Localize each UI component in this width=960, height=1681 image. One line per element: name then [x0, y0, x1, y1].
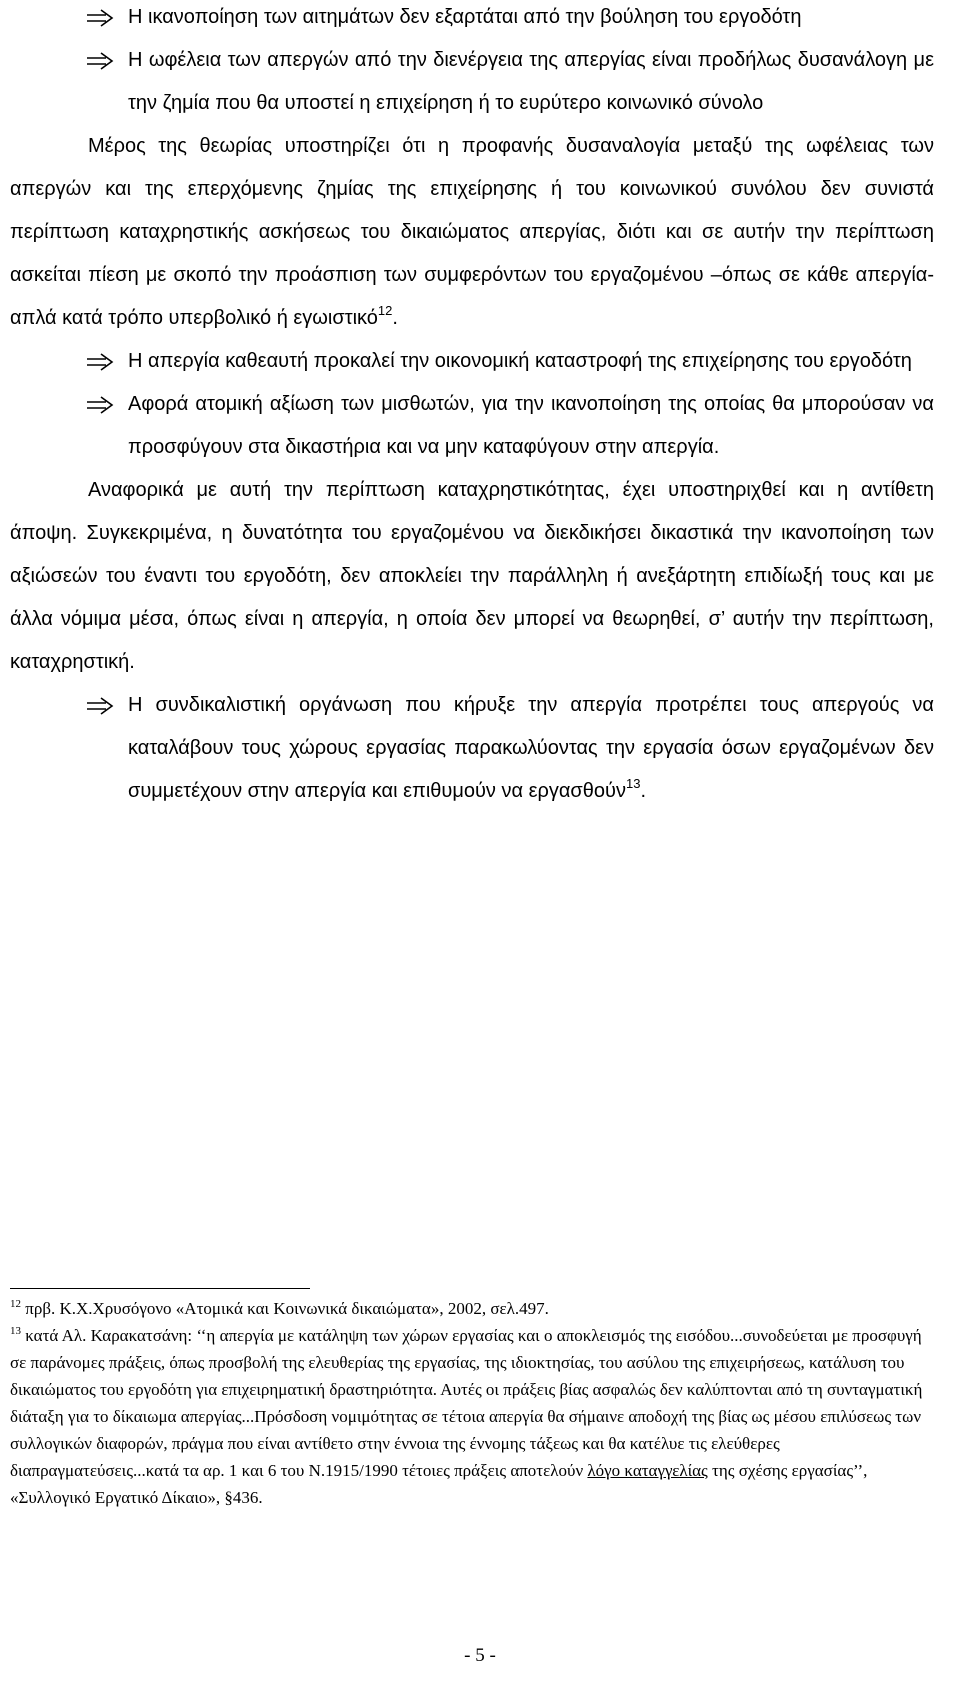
footnote-ref: 13 — [625, 776, 641, 791]
document-page — [10, 0, 934, 1507]
footnotes — [10, 1295, 934, 1511]
paragraph-end: . — [392, 307, 398, 329]
paragraph: Αναφορικά με αυτή την περίπτωση καταχρηστικότητας, έχει υποστηριχθεί και η αντίθετη άποψη. Συγκεκριμένα, η δυνατότητα του εργαζομένου να διεκδικήσει δικαστικά την ικανοποίηση των αξιώσεών του έναντι του εργοδότη, δεν αποκλείει την παράλληλη ή ανεξάρτητη επιδίωξή τους και με άλλα νόμιμα μέσα, όπως είναι η απεργία, η οποία δεν μπορεί να θεωρηθεί, σ’ αυτήν την περίπτωση, καταχρηστική. — [10, 479, 934, 673]
bullet-text: Η ικανοποίηση των αιτημάτων δεν εξαρτάται από την βούληση του εργοδότη — [128, 6, 802, 28]
footnote-text: πρβ. Κ.Χ.Χρυσόγονο «Ατομικά και Κοινωνικά δικαιώματα», 2002, σελ.497. — [25, 1299, 549, 1318]
paragraph-text: Μέρος της θεωρίας υποστηρίζει ότι η προφανής δυσαναλογία μεταξύ της ωφέλειας των απεργών και της επερχόμενης ζημίας της επιχείρησης ή του κοινωνικού συνόλου δεν συνιστά περίπτωση καταχρηστικής ασκήσεως του δικαιώματος απεργίας, διότι και σε αυτήν την περίπτωση ασκείται πίεση με σκοπό την προάσπιση των συμφερόντων του εργαζομένου –όπως σε κάθε απεργία- απλά κατά τρόπο υπερβολικό ή εγωιστικό — [10, 135, 934, 329]
page-number: - 5 - — [464, 1645, 496, 1666]
footnote-separator — [10, 1288, 310, 1289]
bullet-item — [10, 684, 934, 813]
footnote-text-end: της σχέσης εργασίας’’, «Συλλογικό Εργατικό Δίκαιο», §436. — [10, 1461, 868, 1507]
bullet-item — [10, 340, 934, 383]
double-arrow-icon — [86, 0, 120, 39]
bullet-item — [10, 0, 934, 39]
footnote-12 — [10, 1295, 934, 1322]
bullet-end: . — [640, 780, 646, 802]
footnote-ref: 12 — [377, 303, 393, 318]
bullet-text: Η απεργία καθεαυτή προκαλεί την οικονομική καταστροφή της επιχείρησης του εργοδότη — [128, 350, 912, 372]
double-arrow-icon — [86, 383, 120, 426]
bullet-item — [10, 383, 934, 469]
bullet-text: Η συνδικαλιστική οργάνωση που κήρυξε την απεργία προτρέπει τους απεργούς να καταλάβουν τους χώρους εργασίας παρακωλύοντας την εργασία όσων εργαζομένων δεν συμμετέχουν στην απεργία και επιθυμούν να εργασθούν — [128, 694, 934, 802]
bullet-text: Αφορά ατομική αξίωση των μισθωτών, για την ικανοποίηση της οποίας θα μπορούσαν να προσφύγουν στα δικαστήρια και να μην καταφύγουν στην απεργία. — [128, 393, 934, 458]
double-arrow-icon — [86, 39, 120, 82]
bullet-item — [10, 39, 934, 125]
footnote-number: 13 — [10, 1325, 21, 1337]
footnote-number: 12 — [10, 1298, 21, 1310]
footnote-text: κατά Αλ. Καρακατσάνη: ‘‘η απεργία με κατάληψη των χώρων εργασίας και ο αποκλεισμός της εισόδου...συνοδεύεται με προσφυγή σε παράνομες πράξεις, όπως προσβολή της ελευθερίας της εργασίας, της ιδιοκτησίας, του ασύλου της επιχειρήσεως, κατάλυση του δικαιώματος του εργοδότη για επιχειρηματική δραστηριότητα. Αυτές οι πράξεις βίας ασφαλώς δεν καλύπτονται από τη συνταγματική διάταξη για το δίκαιωμα απεργίας...Πρόσδοση νομιμότητας σε τέτοια απεργία θα σήμαινε αποδοχή της βίας ως μέσου επιλύσεως των συλλογικών διαφορών, πράγμα που είναι αντίθετο στην έννοια της έννομης τάξεως και θα κατέλυε τις ελεύθερες διαπραγματεύσεις...κατά τα αρ. 1 και 6 του Ν.1915/1990 τέτοιες πράξεις αποτελούν — [10, 1326, 923, 1480]
bullet-text: Η ωφέλεια των απεργών από την διενέργεια της απεργίας είναι προδήλως δυσανάλογη με την ζημία που θα υποστεί η επιχείρηση ή το ευρύτερο κοινωνικό σύνολο — [128, 49, 934, 114]
double-arrow-icon — [86, 684, 120, 727]
paragraph — [10, 125, 934, 340]
double-arrow-icon — [86, 340, 120, 383]
footnote-underlined-text: λόγο καταγγελίας — [587, 1461, 708, 1480]
footnote-13 — [10, 1322, 934, 1511]
